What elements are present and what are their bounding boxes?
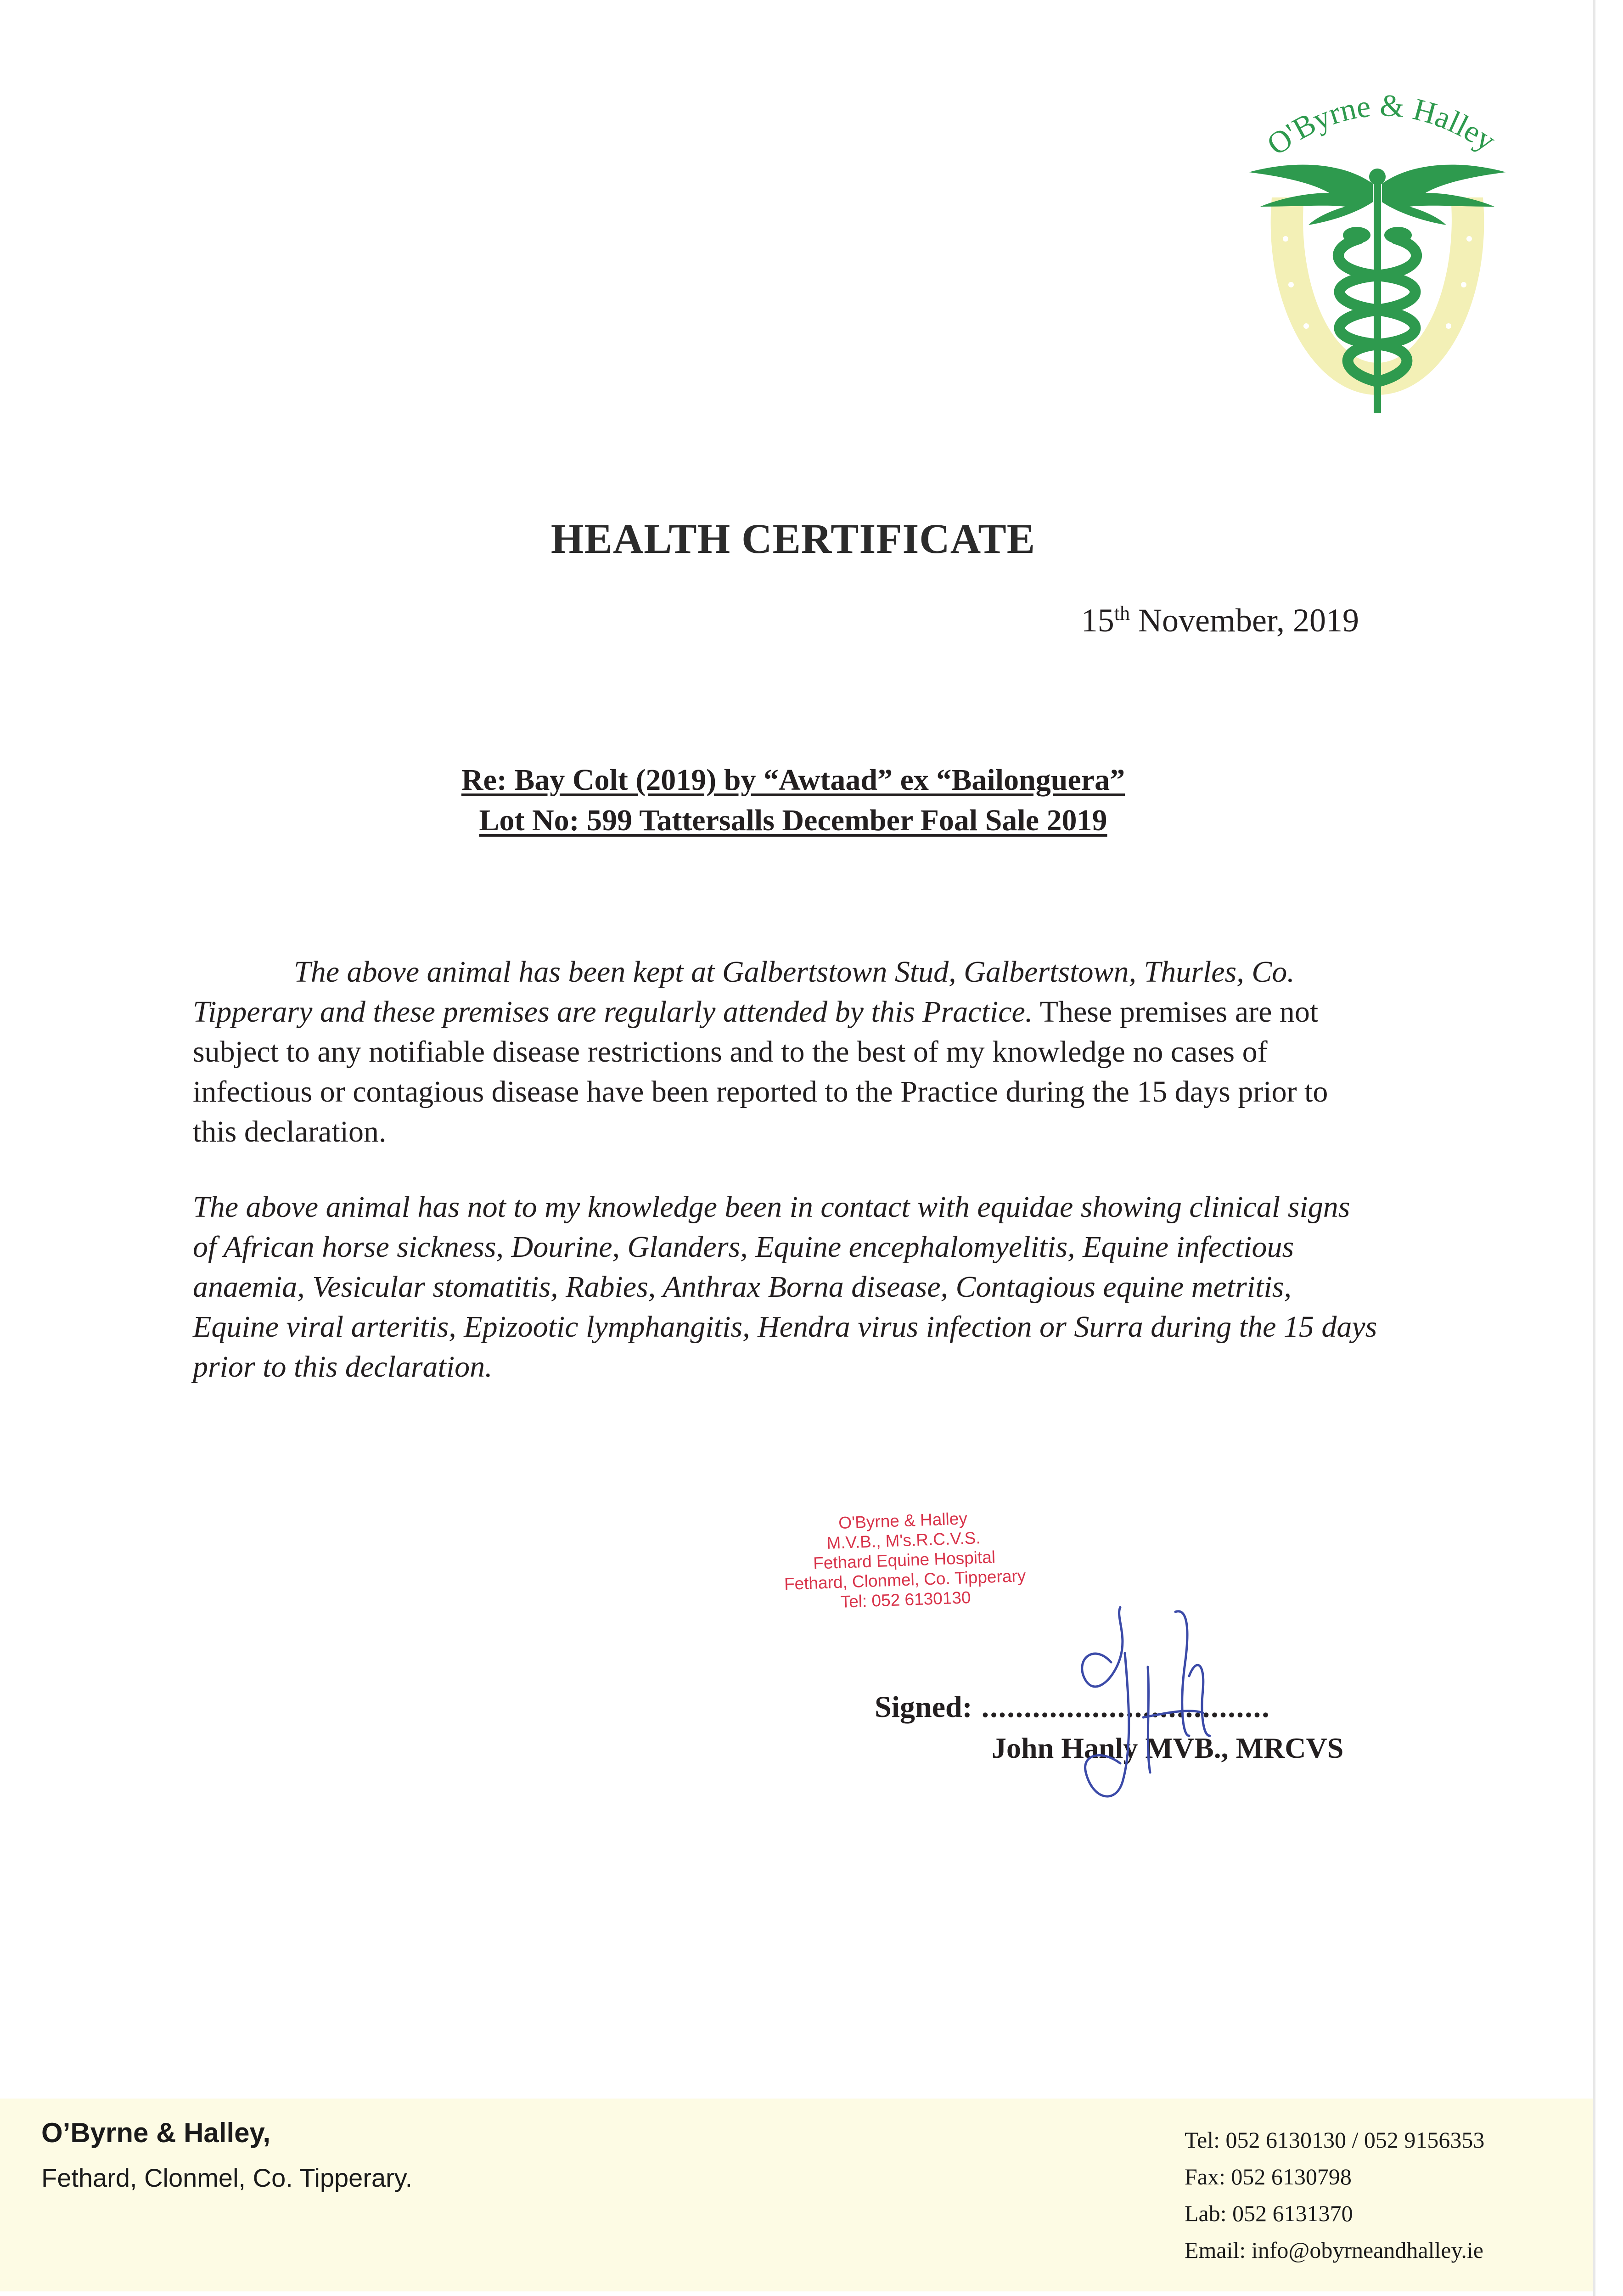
footer-email: Email: info@obyrneandhalley.ie — [1185, 2237, 1483, 2263]
date-day: 15 — [1081, 602, 1114, 639]
footer-practice-name: O’Byrne & Halley, — [41, 2117, 271, 2148]
practice-stamp — [760, 1506, 1049, 1626]
stamp-line: Fethard Equine Hospital — [813, 1548, 996, 1573]
paragraph-premises-rest: These premises are not subject to any notifiable disease restrictions and to the best of my knowledge no cases of infectious or contagious disease have been reported to the Practice during the 15 days prior to this declaration. — [193, 995, 1328, 1148]
signature-dots: .................................. — [981, 1690, 1270, 1724]
signed-label: Signed: — [875, 1690, 972, 1724]
footer-tel: Tel: 052 6130130 / 052 9156353 — [1185, 2127, 1485, 2153]
handwritten-signature — [1051, 1598, 1272, 1818]
stamp-line: Fethard, Clonmel, Co. Tipperary — [784, 1566, 1026, 1594]
stamp-line: Tel: 052 6130130 — [840, 1588, 972, 1611]
paragraph-premises — [193, 952, 1377, 1152]
footer-fax: Fax: 052 6130798 — [1185, 2164, 1352, 2189]
footer-address: Fethard, Clonmel, Co. Tipperary. — [41, 2163, 413, 2192]
logo-text: O'Byrne & Halley — [1260, 87, 1502, 162]
signer-name: John Hanly MVB., MRCVS — [992, 1732, 1344, 1764]
footer-contacts — [1185, 2122, 1484, 2268]
reference-line-2: Lot No: 599 Tattersalls December Foal Sale 2019 — [479, 804, 1107, 837]
reference-line-1: Re: Bay Colt (2019) by “Awtaad” ex “Bailonguera” — [461, 763, 1125, 797]
page-edge — [1593, 0, 1595, 2296]
practice-logo — [1221, 46, 1533, 441]
reference-block — [0, 760, 1586, 841]
date-rest: November, 2019 — [1129, 602, 1359, 639]
document-date — [1079, 602, 1359, 640]
paragraph-premises-italic: The above animal has been kept at Galbertstown Stud, Galbertstown, Thurles, Co. Tipperary and these premises are regularly attended by this Practice. — [193, 955, 1295, 1029]
stamp-line: M.V.B., M's.R.C.V.S. — [826, 1528, 981, 1553]
date-suffix: th — [1114, 602, 1130, 625]
paragraph-disease-contact: The above animal has not to my knowledge been in contact with equidae showing clinical signs of African horse sickness, Dourine, Glanders, Equine encephalomyelitis, Equine infectious anaemia, Vesicular stomatitis, Rabies, Anthrax Borna disease, Contagious equine metritis, Equine viral arteritis, Epizootic lymphangitis, Hendra virus infection or Surra during the 15 days prior to this declaration. — [193, 1190, 1377, 1384]
footer-lab: Lab: 052 6131370 — [1185, 2200, 1353, 2226]
document-title: HEALTH CERTIFICATE — [550, 515, 1036, 562]
stamp-line: O'Byrne & Halley — [838, 1509, 968, 1532]
